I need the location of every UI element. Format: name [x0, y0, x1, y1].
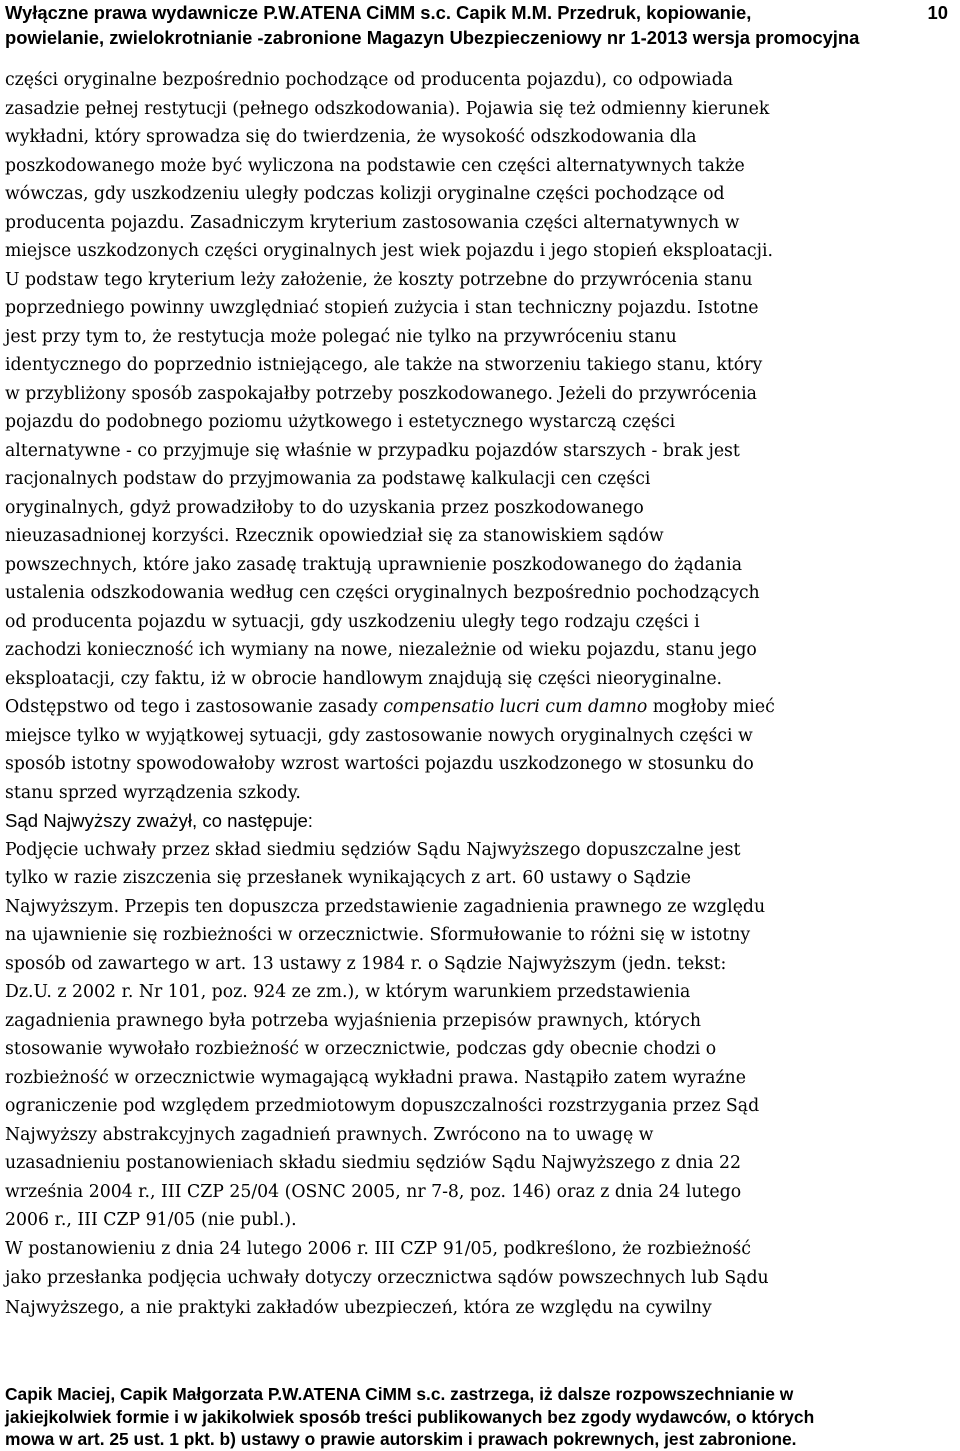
text-line: miejsce tylko w wyjątkowej sytuacji, gdy zastosowanie nowych oryginalnych części w [5, 725, 753, 746]
text-line: producenta pojazdu. Zasadniczym kryterium zastosowania części alternatywnych w [5, 212, 740, 233]
text-line: nieuzasadnionej korzyści. Rzecznik opowiedział się za stanowiskiem sądów [5, 526, 664, 546]
copyright-footer [5, 1383, 955, 1451]
text-line: 2006 r., III CZP 91/05 (nie publ.). [5, 1210, 297, 1230]
text-line: ograniczenie pod względem przedmiotowym dopuszczalności rozstrzygania przez Sąd [5, 1096, 760, 1116]
text-line: jest przy tym to, że restytucja może polegać nie tylko na przywróceniu stanu [5, 326, 677, 347]
text-line: Podjęcie uchwały przez skład siedmiu sędziów Sądu Najwyższego dopuszczalne jest [5, 839, 741, 860]
text-line: w przybliżony sposób zaspokajałby potrzeby poszkodowanego. Jeżeli do przywrócenia [5, 383, 757, 404]
document-body [5, 66, 960, 1323]
compensatio-before: Odstępstwo od tego i zastosowanie zasady [5, 697, 384, 717]
text-line: tylko w razie ziszczenia się przesłanek wynikających z art. 60 ustawy o Sądzie [5, 868, 691, 888]
text-line: części oryginalne bezpośrednio pochodzące od producenta pojazdu), co odpowiada [5, 70, 734, 90]
text-line: racjonalnych podstaw do przyjmowania za podstawę kalkulacji cen części [5, 469, 651, 489]
text-line: wówczas, gdy uszkodzeniu uległy podczas kolizji oryginalne części pochodzące od [5, 184, 725, 204]
text-line: na ujawnienie się rozbieżności w orzecznictwie. Sformułowanie to różni się w istotny [5, 925, 751, 945]
page-number: 10 [927, 2, 948, 23]
copyright-header [5, 0, 955, 50]
compensatio-after: mogłoby mieć [647, 697, 775, 717]
text-line: miejsce uszkodzonych części oryginalnych jest wiek pojazdu i jego stopień eksploatacji. [5, 241, 773, 261]
text-line: zachodzi konieczność ich wymiany na nowe, niezależnie od wieku pojazdu, stanu jego [5, 640, 757, 660]
text-line: W postanowieniu z dnia 24 lutego 2006 r. III CZP 91/05, podkreślono, że rozbieżność [5, 1238, 751, 1259]
text-line: pojazdu do podobnego poziomu użytkowego i estetycznego wystarczą części [5, 412, 676, 432]
paragraph-block-c [5, 836, 960, 1235]
text-line: stanu sprzed wyrządzenia szkody. [5, 782, 301, 803]
text-line: Dz.U. z 2002 r. Nr 101, poz. 924 ze zm.), w którym warunkiem przedstawienia [5, 982, 691, 1002]
footer-line-3: mowa w art. 25 ust. 1 pkt. b) ustawy o prawie autorskim i prawach pokrewnych, jest zabronione. [5, 1429, 797, 1449]
text-line: oryginalnych, gdyż prowadziłoby to do uzyskania przez poszkodowanego [5, 497, 644, 518]
text-line: sposób od zawartego w art. 13 ustawy z 1984 r. o Sądzie Najwyższym (jedn. tekst: [5, 953, 727, 974]
text-line: zasadzie pełnej restytucji (pełnego odszkodowania). Pojawia się też odmienny kierunek [5, 98, 770, 119]
text-line: wykładni, który sprowadza się do twierdzenia, że wysokość odszkodowania dla [5, 127, 697, 147]
text-line: U podstaw tego kryterium leży założenie, że koszty potrzebne do przywrócenia stanu [5, 269, 753, 290]
header-line-1: Wyłączne prawa wydawnicze P.W.ATENA CiMM s.c. Capik M.M. Przedruk, kopiowanie, [5, 2, 752, 23]
text-line: ustalenia odszkodowania według cen części oryginalnych bezpośrednio pochodzących [5, 583, 760, 603]
text-line: Najwyższy abstrakcyjnych zagadnień prawnych. Zwrócono na to uwagę w [5, 1124, 654, 1145]
text-line: Najwyższym. Przepis ten dopuszcza przedstawienie zagadnienia prawnego ze względu [5, 896, 766, 917]
text-line: sposób istotny spowodowałoby wzrost wartości pojazdu uszkodzonego w stosunku do [5, 754, 754, 774]
latin-phrase: compensatio lucri cum damno [383, 697, 648, 717]
text-line: jako przesłanka podjęcia uchwały dotyczy orzecznictwa sądów powszechnych lub Sądu [5, 1268, 769, 1288]
header-line-2: powielanie, zwielokrotnianie -zabronione Magazyn Ubezpieczeniowy nr 1-2013 wersja promocyjna [5, 27, 860, 48]
compensatio-line [5, 693, 960, 722]
text-line: poszkodowanego może być wyliczona na podstawie cen części alternatywnych także [5, 155, 745, 176]
text-line: powszechnych, które jako zasadę traktują uprawnienie poszkodowanego do żądania [5, 554, 743, 575]
text-line: od producenta pojazdu w sytuacji, gdy uszkodzeniu uległy tego rodzaju części i [5, 611, 700, 632]
paragraph-block-b [5, 722, 960, 808]
text-line: uzasadnieniu postanowieniach składu siedmiu sędziów Sądu Najwyższego z dnia 22 [5, 1153, 742, 1173]
paragraph-block-d [5, 1235, 960, 1324]
text-line: eksploatacji, czy faktu, iż w obrocie handlowym znajdują się części nieoryginalne. [5, 668, 723, 689]
footer-line-2: jakiejkolwiek formie i w jakikolwiek sposób treści publikowanych bez zgody wydawców, o których [5, 1406, 815, 1427]
text-line: identycznego do poprzednio istniejącego, ale także na stworzeniu takiego stanu, który [5, 355, 763, 375]
text-line: poprzedniego powinny uwzględniać stopień zużycia i stan techniczny pojazdu. Istotne [5, 298, 759, 318]
court-heading-line: Sąd Najwyższy zważył, co następuje: [5, 810, 313, 831]
text-line: stosowanie wywołało rozbieżność w orzecznictwie, podczas gdy obecnie chodzi o [5, 1039, 717, 1059]
text-line: rozbieżność w orzecznictwie wymagającą wykładni prawa. Nastąpiło zatem wyraźne [5, 1067, 746, 1088]
text-line: września 2004 r., III CZP 25/04 (OSNC 2005, nr 7-8, poz. 146) oraz z dnia 24 lutego [5, 1181, 742, 1202]
text-line: zagadnienia prawnego była potrzeba wyjaśnienia przepisów prawnych, których [5, 1010, 701, 1031]
text-line: alternatywne - co przyjmuje się właśnie w przypadku pojazdów starszych - brak jest [5, 440, 740, 461]
text-line: Najwyższego, a nie praktyki zakładów ubezpieczeń, która ze względu na cywilny [5, 1297, 712, 1318]
footer-line-1: Capik Maciej, Capik Małgorzata P.W.ATENA CiMM s.c. zastrzega, iż dalsze rozpowszechnianie w [5, 1384, 794, 1404]
paragraph-block-a [5, 66, 960, 693]
